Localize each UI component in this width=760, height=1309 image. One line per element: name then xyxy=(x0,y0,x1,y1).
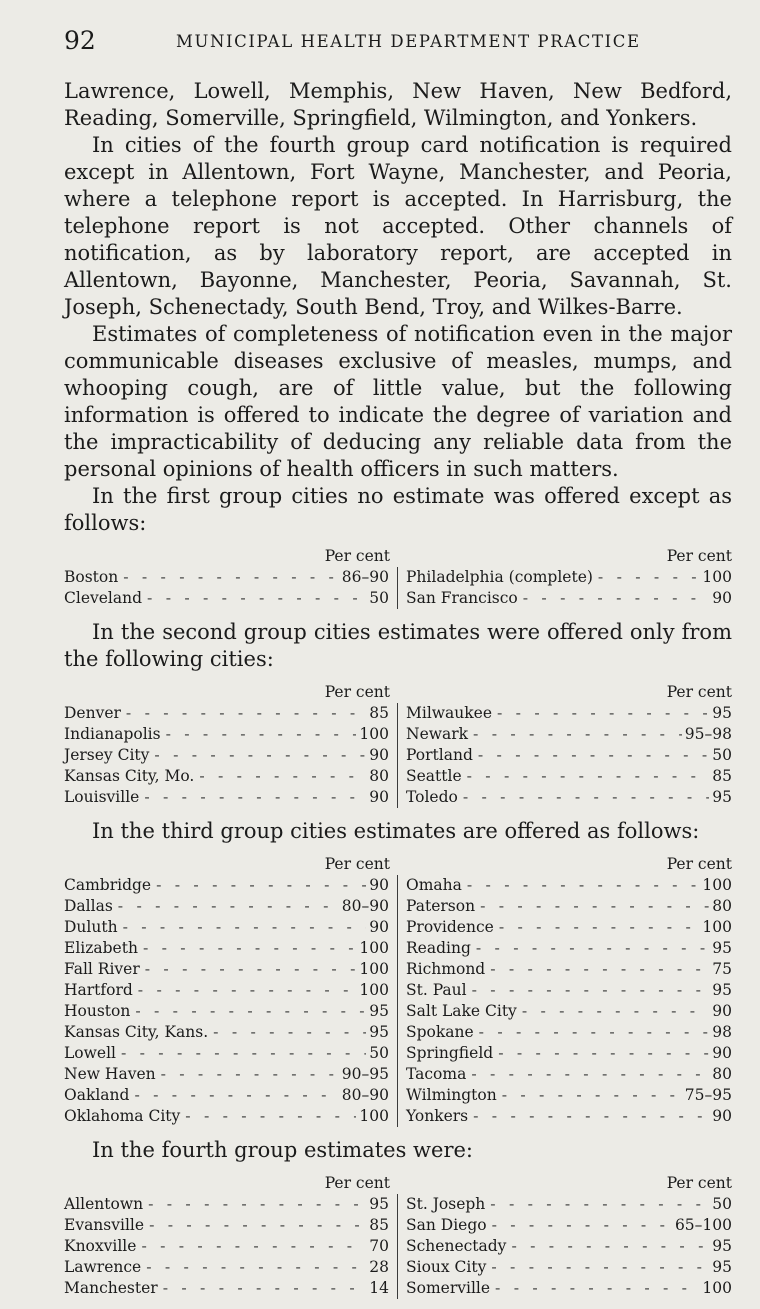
per-cent-value: 75–95 xyxy=(684,1086,732,1104)
per-cent-header: Per cent xyxy=(666,1174,732,1192)
per-cent-header: Per cent xyxy=(666,547,732,565)
leader-dashes xyxy=(461,787,709,808)
leader-dashes xyxy=(154,875,366,896)
city-name: Richmond xyxy=(406,960,486,978)
leader-dashes xyxy=(136,980,357,1001)
per-cent-value: 90–95 xyxy=(341,1065,389,1083)
per-cent-header: Per cent xyxy=(324,1174,390,1192)
city-name: Dallas xyxy=(64,897,113,915)
paragraph: In the fourth group estimates were: xyxy=(92,1138,474,1162)
per-cent-value: 90 xyxy=(712,1107,732,1125)
leader-dashes xyxy=(183,1106,356,1127)
per-cent-value: 28 xyxy=(369,1258,389,1276)
city-name: St. Joseph xyxy=(406,1195,486,1213)
per-cent-value: 100 xyxy=(359,1107,389,1125)
city-name: Newark xyxy=(406,725,469,743)
leader-dashes xyxy=(469,1064,709,1085)
leader-dashes xyxy=(474,938,709,959)
table-row xyxy=(64,766,732,787)
leader-dashes xyxy=(159,1064,339,1085)
per-cent-value: 65–100 xyxy=(674,1216,732,1234)
city-entry xyxy=(398,703,732,724)
city-name: Providence xyxy=(406,918,494,936)
estimate-table xyxy=(64,1172,732,1299)
table-row xyxy=(64,896,732,917)
leader-dashes xyxy=(211,1022,366,1043)
table-row xyxy=(64,703,732,724)
per-cent-header: Per cent xyxy=(324,547,390,565)
paragraph: In the second group cities estimates were offered only from the following cities: xyxy=(64,620,732,671)
table-row xyxy=(64,1278,732,1299)
city-name: Springfield xyxy=(406,1044,494,1062)
per-cent-value: 50 xyxy=(369,589,389,607)
city-name: Yonkers xyxy=(406,1107,469,1125)
per-cent-value: 100 xyxy=(359,939,389,957)
per-cent-value: 95 xyxy=(369,1002,389,1020)
table-header xyxy=(64,545,732,567)
per-cent-value: 90 xyxy=(369,918,389,936)
table-header xyxy=(64,853,732,875)
city-entry xyxy=(64,917,398,938)
per-cent-value: 85 xyxy=(712,767,732,785)
table-row xyxy=(64,1194,732,1215)
city-name: Paterson xyxy=(406,897,476,915)
table-row xyxy=(64,875,732,896)
per-cent-value: 95 xyxy=(712,704,732,722)
city-name: New Haven xyxy=(64,1065,156,1083)
city-name: Duluth xyxy=(64,918,118,936)
city-entry xyxy=(64,588,398,609)
city-entry xyxy=(64,1236,398,1257)
city-entry xyxy=(398,766,732,787)
per-cent-value: 14 xyxy=(369,1279,389,1297)
leader-dashes xyxy=(147,1215,366,1236)
per-cent-value: 95–98 xyxy=(684,725,732,743)
city-entry xyxy=(398,1001,732,1022)
city-entry xyxy=(398,896,732,917)
city-name: Louisville xyxy=(64,788,140,806)
table-row xyxy=(64,980,732,1001)
leader-dashes xyxy=(152,745,366,766)
city-entry xyxy=(64,1022,398,1043)
city-entry xyxy=(64,1106,398,1127)
city-entry xyxy=(398,724,732,745)
per-cent-value: 80 xyxy=(369,767,389,785)
estimate-table xyxy=(64,853,732,1127)
leader-dashes xyxy=(471,724,682,745)
city-name: Schenectady xyxy=(406,1237,507,1255)
leader-dashes xyxy=(477,1022,710,1043)
per-cent-value: 100 xyxy=(359,725,389,743)
city-entry xyxy=(398,1064,732,1085)
city-entry xyxy=(398,1215,732,1236)
per-cent-header: Per cent xyxy=(324,683,390,701)
per-cent-value: 80 xyxy=(712,897,732,915)
city-entry xyxy=(64,1215,398,1236)
leader-dashes xyxy=(495,703,709,724)
city-entry xyxy=(64,1278,398,1299)
city-name: Lawrence xyxy=(64,1258,142,1276)
city-entry xyxy=(398,917,732,938)
table-row xyxy=(64,1064,732,1085)
estimate-table xyxy=(64,545,732,609)
per-cent-value: 90 xyxy=(369,746,389,764)
city-entry xyxy=(398,1022,732,1043)
per-cent-value: 95 xyxy=(712,788,732,806)
per-cent-value: 100 xyxy=(702,918,732,936)
city-entry xyxy=(398,959,732,980)
table-row xyxy=(64,1043,732,1064)
city-entry xyxy=(398,1085,732,1106)
city-name: Denver xyxy=(64,704,121,722)
leader-dashes xyxy=(488,1194,709,1215)
table-row xyxy=(64,588,732,609)
city-entry xyxy=(398,567,732,588)
city-entry xyxy=(64,787,398,808)
city-entry xyxy=(64,938,398,959)
table-row xyxy=(64,745,732,766)
city-entry xyxy=(64,745,398,766)
paragraph: In cities of the fourth group card notification is required except in Allentown, Fort Wayne, Manchester, and Peoria, where a telephone report is accepted. In Harrisburg, the telephone report is not accepted. Other channels of notification, as by laboratory report, are accepted in Allentown, Bayonne, Manchester, Peoria, Savannah, St. Joseph, Schenectady, South Bend, Troy, and Wilkes-Barre. xyxy=(64,133,732,319)
city-entry xyxy=(398,980,732,1001)
city-name: Knoxville xyxy=(64,1237,137,1255)
per-cent-header: Per cent xyxy=(666,855,732,873)
leader-dashes xyxy=(121,567,339,588)
table-row xyxy=(64,1022,732,1043)
city-name: Salt Lake City xyxy=(406,1002,517,1020)
city-name: Reading xyxy=(406,939,471,957)
per-cent-value: 100 xyxy=(702,876,732,894)
city-name: Jersey City xyxy=(64,746,150,764)
leader-dashes xyxy=(145,588,366,609)
leader-dashes xyxy=(493,1278,699,1299)
estimate-table xyxy=(64,681,732,808)
city-entry xyxy=(64,567,398,588)
city-name: Kansas City, Mo. xyxy=(64,767,195,785)
city-name: St. Paul xyxy=(406,981,467,999)
per-cent-value: 95 xyxy=(712,939,732,957)
table-row xyxy=(64,567,732,588)
per-cent-value: 70 xyxy=(369,1237,389,1255)
leader-dashes xyxy=(139,1236,366,1257)
table-row xyxy=(64,1215,732,1236)
city-entry xyxy=(64,1085,398,1106)
city-entry xyxy=(64,1043,398,1064)
per-cent-header: Per cent xyxy=(666,683,732,701)
leader-dashes xyxy=(146,1194,366,1215)
city-entry xyxy=(398,938,732,959)
city-name: Omaha xyxy=(406,876,462,894)
leader-dashes xyxy=(132,1085,338,1106)
table-header xyxy=(64,681,732,703)
city-entry xyxy=(64,1001,398,1022)
per-cent-value: 90 xyxy=(712,1044,732,1062)
leader-dashes xyxy=(478,896,709,917)
city-name: Boston xyxy=(64,568,119,586)
leader-dashes xyxy=(520,1001,709,1022)
per-cent-value: 50 xyxy=(369,1044,389,1062)
per-cent-value: 95 xyxy=(712,1258,732,1276)
city-name: Kansas City, Kans. xyxy=(64,1023,209,1041)
leader-dashes xyxy=(143,959,357,980)
leader-dashes xyxy=(500,1085,682,1106)
leader-dashes xyxy=(497,917,700,938)
paragraph: Estimates of completeness of notification even in the major communicable diseases exclusive of measles, mumps, and whooping cough, are of little value, but the following information is offered to indicate the degree of variation and the impracticability of deducing any reliable data from the personal opinions of health officers in such matters. xyxy=(64,322,732,481)
leader-dashes xyxy=(116,896,339,917)
city-entry xyxy=(398,875,732,896)
city-name: Sioux City xyxy=(406,1258,487,1276)
city-name: Milwaukee xyxy=(406,704,493,722)
leader-dashes xyxy=(521,588,710,609)
city-entry xyxy=(398,1194,732,1215)
per-cent-value: 86–90 xyxy=(341,568,389,586)
per-cent-value: 85 xyxy=(369,704,389,722)
city-name: Indianapolis xyxy=(64,725,161,743)
table-row xyxy=(64,1236,732,1257)
leader-dashes xyxy=(476,745,709,766)
city-name: San Diego xyxy=(406,1216,487,1234)
city-entry xyxy=(398,1236,732,1257)
city-name: Houston xyxy=(64,1002,131,1020)
leader-dashes xyxy=(509,1236,709,1257)
city-name: Evansville xyxy=(64,1216,145,1234)
per-cent-value: 90 xyxy=(712,589,732,607)
per-cent-value: 80–90 xyxy=(341,1086,389,1104)
per-cent-value: 100 xyxy=(702,1279,732,1297)
leader-dashes xyxy=(121,917,367,938)
leader-dashes xyxy=(133,1001,366,1022)
leader-dashes xyxy=(496,1043,709,1064)
per-cent-value: 95 xyxy=(369,1195,389,1213)
city-entry xyxy=(398,745,732,766)
table-row xyxy=(64,787,732,808)
per-cent-value: 50 xyxy=(712,1195,732,1213)
page-body xyxy=(64,78,732,1309)
city-entry xyxy=(64,896,398,917)
city-name: Elizabeth xyxy=(64,939,138,957)
table-row xyxy=(64,1001,732,1022)
city-entry xyxy=(64,703,398,724)
city-name: Cleveland xyxy=(64,589,143,607)
leader-dashes xyxy=(141,938,356,959)
leader-dashes xyxy=(488,959,709,980)
per-cent-value: 95 xyxy=(712,1237,732,1255)
per-cent-value: 95 xyxy=(712,981,732,999)
city-entry xyxy=(64,980,398,1001)
city-entry xyxy=(64,766,398,787)
city-name: Manchester xyxy=(64,1279,158,1297)
city-entry xyxy=(64,724,398,745)
city-name: Portland xyxy=(406,746,473,764)
per-cent-header: Per cent xyxy=(324,855,390,873)
city-entry xyxy=(64,875,398,896)
per-cent-value: 75 xyxy=(712,960,732,978)
city-entry xyxy=(398,1278,732,1299)
table-row xyxy=(64,1085,732,1106)
per-cent-value: 100 xyxy=(359,981,389,999)
city-name: San Francisco xyxy=(406,589,518,607)
leader-dashes xyxy=(119,1043,366,1064)
city-entry xyxy=(398,1043,732,1064)
per-cent-value: 90 xyxy=(369,876,389,894)
table-row xyxy=(64,959,732,980)
city-name: Oklahoma City xyxy=(64,1107,181,1125)
per-cent-value: 90 xyxy=(712,1002,732,1020)
city-name: Philadelphia (complete) xyxy=(406,568,593,586)
city-name: Lowell xyxy=(64,1044,116,1062)
leader-dashes xyxy=(596,567,699,588)
leader-dashes xyxy=(161,1278,367,1299)
city-name: Allentown xyxy=(64,1195,144,1213)
per-cent-value: 100 xyxy=(702,568,732,586)
city-name: Cambridge xyxy=(64,876,152,894)
leader-dashes xyxy=(164,724,357,745)
leader-dashes xyxy=(142,787,366,808)
running-title: MUNICIPAL HEALTH DEPARTMENT PRACTICE xyxy=(176,32,641,51)
per-cent-value: 98 xyxy=(712,1023,732,1041)
per-cent-value: 50 xyxy=(712,746,732,764)
city-entry xyxy=(398,588,732,609)
leader-dashes xyxy=(197,766,366,787)
leader-dashes xyxy=(470,980,710,1001)
city-name: Spokane xyxy=(406,1023,474,1041)
table-row xyxy=(64,1106,732,1127)
per-cent-value: 80 xyxy=(712,1065,732,1083)
city-entry xyxy=(64,959,398,980)
leader-dashes xyxy=(465,766,710,787)
paragraph: In the third group cities estimates are offered as follows: xyxy=(92,819,700,843)
city-name: Hartford xyxy=(64,981,133,999)
city-name: Wilmington xyxy=(406,1086,497,1104)
leader-dashes xyxy=(490,1215,672,1236)
table-row xyxy=(64,938,732,959)
per-cent-value: 100 xyxy=(359,960,389,978)
table-header xyxy=(64,1172,732,1194)
city-name: Toledo xyxy=(406,788,458,806)
leader-dashes xyxy=(124,703,366,724)
city-entry xyxy=(398,1106,732,1127)
leader-dashes xyxy=(471,1106,709,1127)
per-cent-value: 95 xyxy=(369,1023,389,1041)
per-cent-value: 80–90 xyxy=(341,897,389,915)
city-name: Somerville xyxy=(406,1279,491,1297)
table-row xyxy=(64,724,732,745)
paragraph: In the first group cities no estimate was offered except as follows: xyxy=(64,484,732,535)
table-row xyxy=(64,917,732,938)
city-entry xyxy=(64,1064,398,1085)
per-cent-value: 90 xyxy=(369,788,389,806)
city-name: Seattle xyxy=(406,767,462,785)
city-name: Fall River xyxy=(64,960,140,978)
city-entry xyxy=(398,787,732,808)
per-cent-value: 85 xyxy=(369,1216,389,1234)
city-name: Tacoma xyxy=(406,1065,467,1083)
page-number: 92 xyxy=(64,26,96,55)
city-entry xyxy=(64,1194,398,1215)
page-header xyxy=(64,26,732,56)
leader-dashes xyxy=(465,875,700,896)
city-name: Oakland xyxy=(64,1086,130,1104)
paragraph: Lawrence, Lowell, Memphis, New Haven, New Bedford, Reading, Somerville, Springfield, Wilmington, and Yonkers. xyxy=(64,79,732,130)
